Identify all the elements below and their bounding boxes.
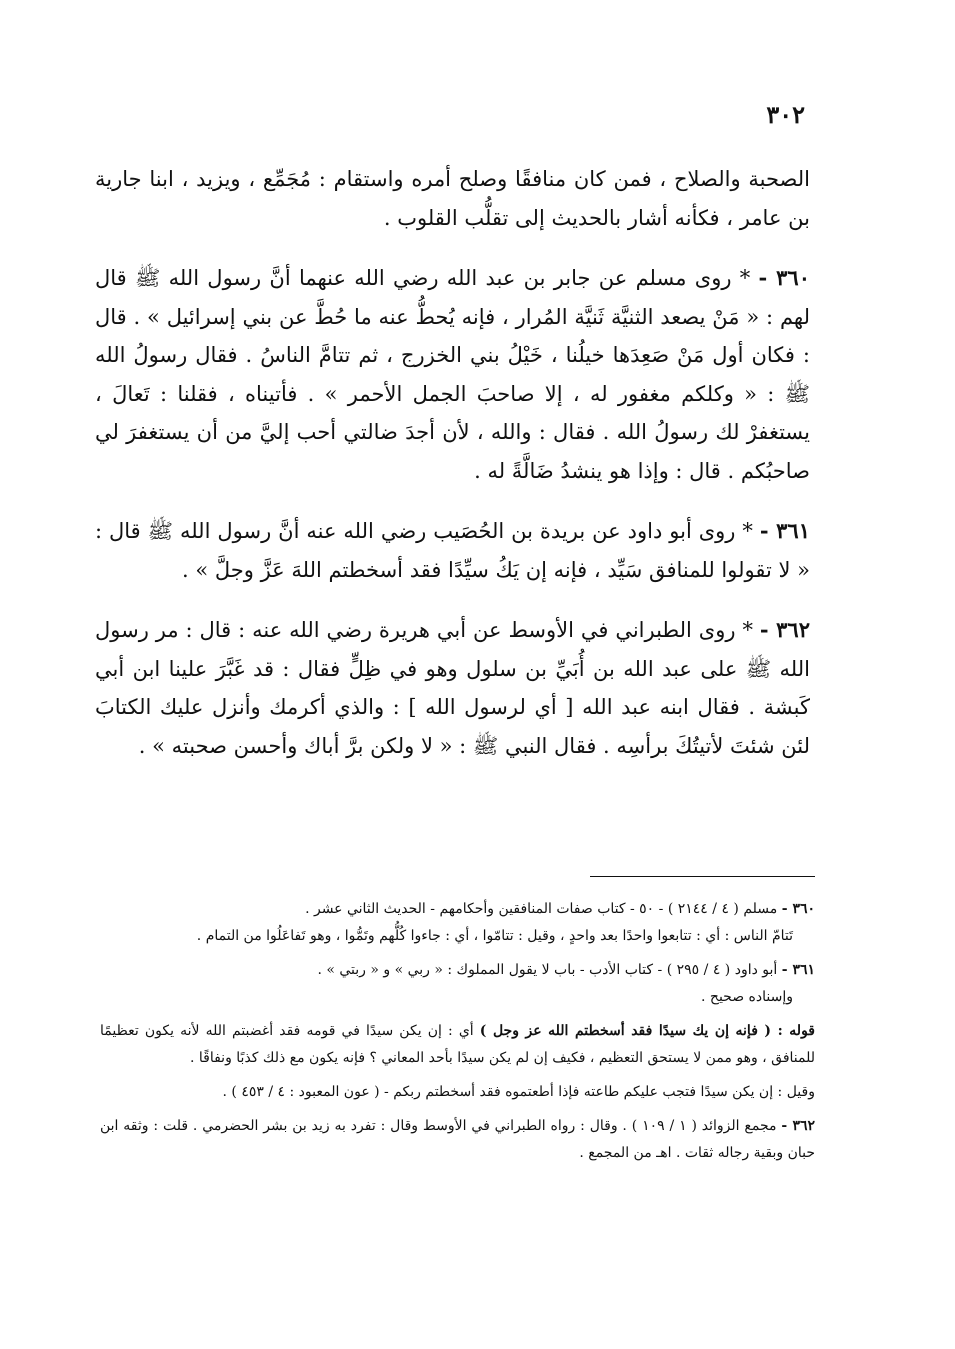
- footnote-quote: قوله : ( فإنه إن يك سيدًا فقد أسخطتم الله عز وجل ): [479, 1023, 815, 1039]
- hadith-361: [95, 512, 810, 589]
- hadith-360: [95, 259, 810, 490]
- hadith-text: * روى أبو داود عن بريدة بن الحُصَيب رضي الله عنه أنَّ رسول الله ﷺ قال : « لا تقولوا للمنافق سَيِّد ، فإنه إن يَكُ سيِّدًا فقد أسخطتم اللهَ عَزَّ وجلَّ » .: [95, 519, 810, 582]
- footnote-361-note: وإسناده صحيح .: [701, 989, 793, 1005]
- footnote-361-explanation: [100, 1018, 815, 1072]
- hadith-text: * روى مسلم عن جابر بن عبد الله رضي الله عنهما أنَّ رسول الله ﷺ قال لهم : « مَنْ يصعد الثنيَّة ثَنيَّة المُرار ، فإنه يُحطُّ عنه ما حُطَّ عن بني إسرائيل » . قال : فكان أول مَنْ صَعِدَها خيلُنا ، خَيْلُ بني الخزرج ، ثم تتامَّ الناسُ . فقال رسولُ الله ﷺ : « وكلكم مغفور له ، إلا صاحبَ الجمل الأحمر » . فأتيناه ، فقلنا : تَعالَ ، يستغفرْ لك رسولُ الله . فقال : والله ، لأن أجدَ ضالتي أحب إليَّ من أن يستغفرَ لي صاحبُكم . قال : وإذا هو ينشدُ ضَالَّةً له .: [95, 266, 810, 483]
- paragraph-intro: الصحبة والصلاح ، فمن كان منافقًا وصلح أمره واستقام : مُجَمِّع ، ويزيد ، ابنا جارية بن عامر ، فكأنه أشار بالحديث إلى تقلُّب القلوب .: [95, 167, 810, 230]
- page-number: ٣٠٢: [766, 100, 805, 129]
- main-text: [95, 160, 810, 787]
- hadith-number: ٣٦١ -: [759, 518, 810, 543]
- hadith-number: ٣٦٢ -: [759, 617, 810, 642]
- footnote-number: ٣٦٠ -: [781, 901, 815, 917]
- hadith-number: ٣٦٠ -: [758, 265, 810, 290]
- footnote-number: ٣٦١ -: [781, 962, 815, 978]
- footnote-text: مجمع الزوائد ( ١ / ١٠٩ ) . وقال : رواه الطبراني في الأوسط وقال : تفرد به زيد بن بشر الحضرمي . قلت : وثقه ابن حبان وبقية رجاله ثقات . اهـ من المجمع .: [100, 1118, 815, 1161]
- footnote-360: [100, 896, 815, 923]
- footnote-separator: [590, 876, 815, 877]
- footnote-361-alt: وقيل : إن يكن سيدًا فتجب عليكم طاعته فإذا أطعتموه فقد أسخطتم ربكم - ( عون المعبود : ٤ / ٤٥٣ ) .: [222, 1084, 815, 1100]
- footnote-360-note: تَتامّ الناس : أي : تتابعوا واحدًا بعد واحدٍ ، وقيل : تتامّوا ، أي : جاءوا كُلُّهم وتَمُّوا ، وهو تَفاعَلُوا من التمام .: [196, 928, 793, 944]
- footnote-number: ٣٦٢ -: [781, 1118, 815, 1134]
- footnote-text: أي : إن يكن سيدًا في قومه فقد أغضبتم الله لأنه يكون تعظيمًا للمنافق ، وهو ممن لا يستحق التعظيم ، فكيف إن لم يكن سيدًا بأحد المعاني ؟ فإنه يكون مع ذلك كذبًا ونفاقًا .: [100, 1023, 815, 1066]
- hadith-362: [95, 611, 810, 765]
- hadith-text: * روى الطبراني في الأوسط عن أبي هريرة رضي الله عنه : قال : مر رسول الله ﷺ على عبد الله بن أُبَيِّ بن سلول وهو في ظِلٍّ فقال : قد غَبَّرَ علينا ابن أبي كَبشة . فقال ابنه عبد الله [ أي لرسول الله ] : والذي أكرمك وأنزل عليك الكتابَ لئن شئتَ لأتيتُكَ برأسِه . فقال النبي ﷺ : « لا ولكن برَّ أباك وأحسن صحبته » .: [95, 618, 810, 758]
- footnote-text: مسلم ( ٤ / ٢١٤٤ ) - ٥٠ - كتاب صفات المنافقين وأحكامهم - الحديث الثاني عشر .: [305, 901, 778, 917]
- footnote-362: [100, 1113, 815, 1167]
- footnotes: [100, 896, 815, 1167]
- footnote-text: أبو داود ( ٤ / ٢٩٥ ) - كتاب الأدب - باب لا يقول المملوك : « ربي » و « ربتي » .: [317, 962, 778, 978]
- footnote-361: [100, 957, 815, 984]
